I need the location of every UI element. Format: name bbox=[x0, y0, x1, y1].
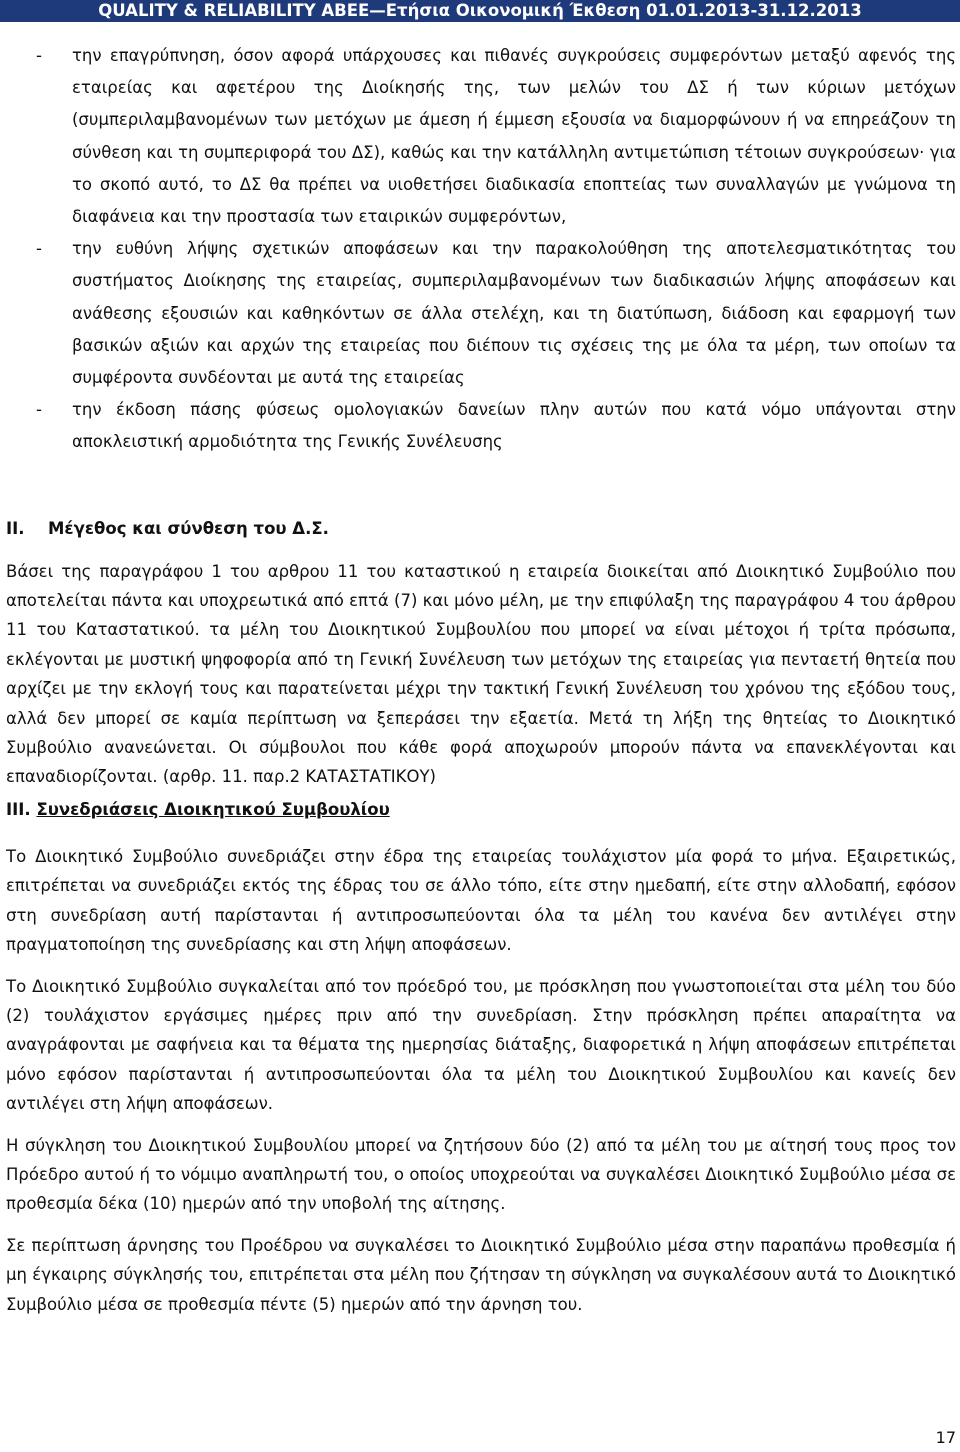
bullet-dash: - bbox=[36, 239, 42, 259]
section-title: Μέγεθος και σύνθεση του Δ.Σ. bbox=[48, 518, 329, 538]
bullet-text: την ευθύνη λήψης σχετικών αποφάσεων και την παρακολούθηση της αποτελεσματικότητας του συστήματος Διοίκησης της εταιρείας, συμπεριλαμβανομένων των διαδικασιών λήψης αποφάσεων και ανάθεσης εξουσιών και καθηκόντων σε άλλα στελέχη, και τη διατύπωση, διάδοση και εφαρμογή των βασικών αξιών και αρχών της εταιρείας που διέπουν τις σχέσεις της με όλα τα μέρη, των οποίων τα συμφέροντα συνδέονται με αυτά της εταιρείας bbox=[72, 239, 956, 388]
bullet-item bbox=[6, 233, 956, 394]
document-header bbox=[0, 0, 960, 22]
section-title: Συνεδριάσεις Διοικητικού Συμβουλίου bbox=[36, 799, 390, 819]
bullet-item bbox=[6, 394, 956, 458]
page-body bbox=[6, 40, 956, 1319]
section-heading bbox=[6, 513, 956, 545]
page-number: 17 bbox=[935, 1428, 956, 1447]
section-paragraph: Σε περίπτωση άρνησης του Προέδρου να συγκαλέσει το Διοικητικό Συμβούλιο μέσα στην παραπάνω προθεσμία ή μη έγκαιρης σύγκλησής του, επιτρέπεται στα μέλη που ζήτησαν τη σύγκληση να συγκαλέσουν αυτά το Διοικητικό Συμβούλιο μέσα σε προθεσμία πέντε (5) ημερών από την άρνηση του. bbox=[6, 1235, 956, 1314]
section-heading bbox=[6, 794, 956, 826]
bullet-text: την επαγρύπνηση, όσον αφορά υπάρχουσες και πιθανές συγκρούσεις συμφερόντων μεταξύ αφενός της εταιρείας και αφετέρου της Διοίκησής της, των μελών του ΔΣ ή των κύριων μετόχων (συμπεριλαμβανομένων των μετόχων με άμεση ή έμμεση εξουσία να διαμορφώνουν ή να επηρεάζουν τη σύνθεση και τη συμπεριφορά του ΔΣ), καθώς και την κατάλληλη αντιμετώπιση τέτοιων συγκρούσεων· για το σκοπό αυτό, το ΔΣ θα πρέπει να υιοθετήσει διαδικασία εποπτείας των συναλλαγών με γνώμονα τη διαφάνεια και την προστασία των εταιρικών συμφερόντων, bbox=[72, 46, 956, 227]
bullet-dash: - bbox=[36, 400, 42, 420]
header-title: QUALITY & RELIABILITY ABEE—Ετήσια Οικονομική Έκθεση 01.01.2013-31.12.2013 bbox=[98, 1, 862, 20]
section-number: II. bbox=[6, 518, 25, 538]
bullet-item bbox=[6, 40, 956, 233]
section-paragraph: Βάσει της παραγράφου 1 του αρθρου 11 του καταστικού η εταιρεία διοικείται από Διοικητικό Συμβούλιο που αποτελείται πάντα και υποχρεωτικά από επτά (7) και μόνο μέλη, με την επιφύλαξη της παραγράφου 4 του άρθρου 11 του Καταστατικού. τα μέλη του Διοικητικού Συμβουλίου που μπορεί να είναι μέτοχοι ή τρίτα πρόσωπα, εκλέγονται με μυστική ψηφοφορία από τη Γενική Συνέλευση των μετόχων της εταιρείας για πενταετή θητεία που αρχίζει με την εκλογή τους και παρατείνεται μέχρι την τακτική Γενική Συνέλευση του χρόνου της εξόδου τους, αλλά δεν μπορεί σε καμία περίπτωση να ξεπεράσει την εξαετία. Μετά τη λήξη της θητείας το Διοικητικό Συμβούλιο ανανεώνεται. Οι σύμβουλοι που κάθε φορά αποχωρούν μπορούν πάντα να επανεκλέγονται και επαναδιορίζονται. (αρθρ. 11. παρ.2 ΚΑΤΑΣΤΑΤΙΚΟΥ) bbox=[6, 561, 956, 787]
bullet-text: την έκδοση πάσης φύσεως ομολογιακών δανείων πλην αυτών που κατά νόμο υπάγονται στην αποκλειστική αρμοδιότητα της Γενικής Συνέλευσης bbox=[72, 400, 956, 452]
section-number: III. bbox=[6, 799, 31, 819]
section-paragraph: Η σύγκληση του Διοικητικού Συμβουλίου μπορεί να ζητήσουν δύο (2) από τα μέλη του με αίτησή τους προς τον Πρόεδρο αυτού ή το νόμιμο αναπληρωτή του, ο οποίος υποχρεούται να συγκαλέσει Διοικητικό Συμβούλιο μέσα σε προθεσμία δέκα (10) ημερών από την υποβολή της αίτησης. bbox=[6, 1135, 956, 1214]
bullet-dash: - bbox=[36, 46, 42, 65]
section-paragraph: Το Διοικητικό Συμβούλιο συγκαλείται από τον πρόεδρό του, με πρόσκληση που γνωστοποιείται στα μέλη του δύο (2) τουλάχιστον εργάσιμες ημέρες πριν από την συνεδρίαση. Στην πρόσκληση πρέπει απαραίτητα να αναγράφονται με σαφήνεια και τα θέματα της ημερησίας διάταξης, διαφορετικά η λήψη αποφάσεων επιτρέπεται μόνο εφόσον παρίστανται ή αντιπροσωπεύονται όλα τα μέλη του Διοικητικού Συμβουλίου και κανείς δεν αντιλέγει στη λήψη αποφάσεων. bbox=[6, 976, 956, 1114]
section-paragraph: Το Διοικητικό Συμβούλιο συνεδριάζει στην έδρα της εταιρείας τουλάχιστον μία φορά το μήνα. Εξαιρετικώς, επιτρέπεται να συνεδριάζει εκτός της έδρας του σε άλλο τόπο, είτε στην ημεδαπή, είτε στην αλλοδαπή, εφόσον στη συνεδρίαση αυτή παρίστανται ή αντιπροσωπεύονται όλα τα μέλη του κανένα δεν αντιλέγει στην πραγματοποίηση της συνεδρίασης και στη λήψη αποφάσεων. bbox=[6, 846, 956, 955]
